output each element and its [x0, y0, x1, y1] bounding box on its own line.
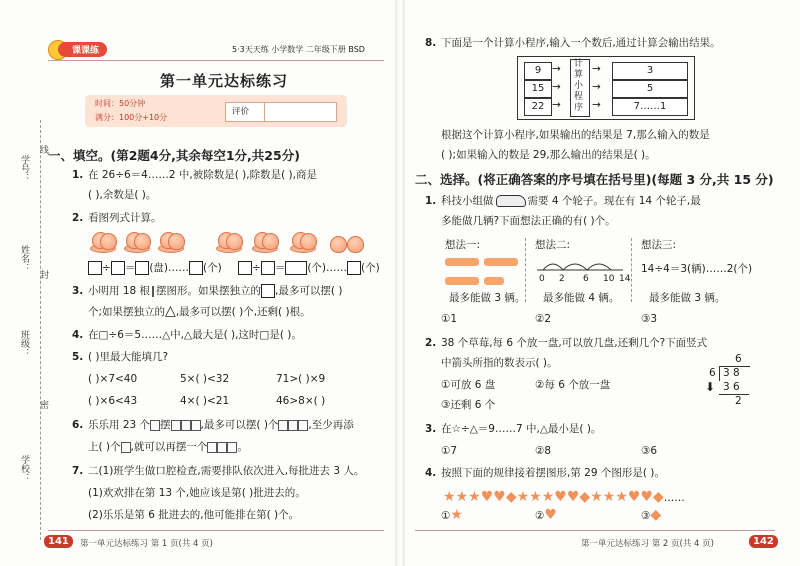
q2-number: 2.: [72, 212, 84, 224]
s1-option-2[interactable]: ②2: [535, 313, 552, 325]
s2-option-1[interactable]: ①可放 6 盘: [441, 379, 496, 391]
evaluation-box[interactable]: [225, 102, 337, 122]
q2-text: 看图列式计算。: [88, 212, 162, 224]
s1-number: 1.: [425, 195, 437, 207]
binder-seal-char: 封: [38, 270, 48, 279]
page-number-right: 142: [749, 535, 778, 548]
q3-number: 3.: [72, 285, 84, 297]
time-label: 时间：50分钟: [95, 99, 146, 108]
right-page: [405, 0, 800, 566]
s4-option-3[interactable]: ③◆: [641, 507, 662, 523]
s1-option-3[interactable]: ③3: [641, 313, 658, 325]
input-1: 9: [524, 62, 552, 80]
output-1: 3: [612, 62, 688, 80]
q1-text-2: ( ),余数是( )。: [88, 189, 157, 201]
method-2-answer: 最多能做 4 辆。: [543, 292, 620, 304]
cube-icon: [150, 420, 160, 431]
q7-number: 7.: [72, 465, 84, 477]
method-1-answer: 最多能做 3 辆。: [449, 292, 526, 304]
q8-text: 下面是一个计算小程序,输入一个数后,通过计算会输出结果。: [441, 37, 721, 49]
footer-left: 第一单元达标练习 第 1 页(共 4 页): [80, 539, 213, 549]
star-icon: ★: [450, 507, 463, 523]
q5-number: 5.: [72, 351, 84, 363]
info-box: [85, 95, 347, 127]
input-2: 15: [524, 80, 552, 98]
triangle-icon: △: [165, 303, 176, 319]
program-box: 计 算 小 程 序: [570, 59, 590, 117]
header-badge: 课课练: [58, 42, 107, 57]
method-2-label: 想法二:: [535, 239, 571, 251]
q7-text: 二(1)班学生做口腔检查,需要排队依次进入,每批进去 3 人。: [88, 465, 365, 477]
s3-number: 3.: [425, 423, 437, 435]
page-gutter: [395, 0, 405, 566]
q2-equation-1: ÷ ＝ (盘)…… (个): [88, 261, 222, 275]
program-diagram: 9 15 22 → → → 计 算 小 程 序 → → → 3 5 7……1: [517, 56, 695, 120]
s4-option-1[interactable]: ①★: [441, 507, 463, 523]
q7-sub-2: (2)乐乐是第 6 批进去的,他可能排在第( )个。: [88, 509, 300, 521]
vertical-division: 6 6 3 8 3 6 2 ⬇: [705, 352, 751, 408]
method-3-equation: 14÷4＝3(辆)……2(个): [641, 263, 753, 275]
section-2-heading: 二、选择。(将正确答案的序号填在括号里)(每题 3 分,共 15 分): [415, 172, 774, 187]
s1-option-1[interactable]: ①1: [441, 313, 458, 325]
peach-plates-illustration: [90, 232, 380, 254]
q2-equation-2: ÷ ＝ (个)…… (个): [238, 261, 380, 275]
q5-item-5: 4×( )<21: [180, 395, 230, 407]
s3-option-2[interactable]: ②8: [535, 445, 552, 457]
page-number-left: 141: [44, 535, 73, 548]
heart-icon: ♥: [544, 507, 557, 523]
s4-number: 4.: [425, 467, 437, 479]
s2-option-3[interactable]: ③还剩 6 个: [441, 399, 496, 411]
q5-item-4: ( )×6<43: [88, 395, 138, 407]
output-2: 5: [612, 80, 688, 98]
input-3: 22: [524, 98, 552, 116]
square-icon: [261, 284, 275, 298]
page-title: 第一单元达标练习: [160, 72, 289, 90]
q5-item-1: ( )×7<40: [88, 373, 138, 385]
q6-text-2: 上( )个 ,就可以再摆一个 。: [88, 441, 248, 453]
pattern-sequence: ★★★♥♥◆★★★♥♥◆★★★♥♥◆……: [443, 489, 685, 505]
q1-number: 1.: [72, 169, 84, 181]
header-divider: [48, 60, 384, 61]
q6-text: 乐乐用 23 个 摆 ,最多可以摆( )个 ,至少再添: [88, 419, 354, 431]
q8-text-3: ( );如果输入的数是 29,那么输出的结果是( )。: [441, 149, 656, 161]
q4-number: 4.: [72, 329, 84, 341]
q7-sub-1: (1)欢欢排在第 13 个,她应该是第( )批进去的。: [88, 487, 306, 499]
output-3: 7……1: [612, 98, 688, 116]
s2-text-2: 中箭头所指的数表示( )。: [441, 357, 558, 369]
s3-option-1[interactable]: ①7: [441, 445, 458, 457]
method-1-label: 想法一:: [445, 239, 481, 251]
diamond-icon: ◆: [650, 507, 662, 523]
s1-text: 科技小组做 需要 4 个轮子。现在有 14 个轮子,最: [441, 195, 701, 207]
q1-text: 在 26÷6＝4……2 中,被除数是( ),除数是( ),商是: [88, 169, 317, 181]
binding-line: [40, 120, 41, 540]
score-label: 满分：100分+10分: [95, 113, 168, 122]
binder-school: 学校：: [19, 455, 29, 482]
s2-number: 2.: [425, 337, 437, 349]
method-3-answer: 最多能做 3 辆。: [649, 292, 726, 304]
axis-6: 6: [583, 274, 589, 284]
eval-label: 评价: [232, 107, 250, 117]
binder-secret-char: 密: [38, 400, 48, 409]
s2-option-2[interactable]: ②每 6 个放一盘: [535, 379, 611, 391]
q5-item-3: 71>( )×9: [276, 373, 326, 385]
q3-text: 小明用 18 根 摆图形。如果摆独立的 ,最多可以摆( ): [88, 285, 343, 297]
method-3-label: 想法三:: [641, 239, 677, 251]
s2-text: 38 个草莓,每 6 个放一盘,可以放几盘,还剩几个?下面竖式: [441, 337, 708, 349]
q5-item-2: 5×( )<32: [180, 373, 230, 385]
s3-text: 在☆÷△＝9……7 中,△最小是( )。: [441, 423, 602, 435]
header-info: 5·3天天练 小学数学 二年级下册 BSD: [232, 45, 365, 54]
s3-option-3[interactable]: ③6: [641, 445, 658, 457]
axis-10: 10: [603, 274, 615, 284]
binder-student-id: 学号：: [19, 155, 29, 182]
stick-icon: [152, 286, 154, 297]
q6-number: 6.: [72, 419, 84, 431]
axis-2: 2: [559, 274, 565, 284]
axis-0: 0: [539, 274, 545, 284]
q8-text-2: 根据这个计算小程序,如果输出的结果是 7,那么输入的数是: [441, 129, 710, 141]
toy-car-icon: [496, 195, 526, 207]
section-1-heading: 一、填空。(第2题4分,其余每空1分,共25分): [48, 148, 300, 163]
axis-14: 14: [619, 274, 631, 284]
s4-option-2[interactable]: ②♥: [535, 507, 557, 523]
q4-text: 在□÷6＝5……△中,△最大是( ),这时□是( )。: [88, 329, 302, 341]
s4-text: 按照下面的规律接着摆图形,第 29 个图形是( )。: [441, 467, 665, 479]
s1-text-2: 多能做几辆?下面想法正确的有( )个。: [441, 215, 616, 227]
binder-line-char: 线: [38, 145, 48, 154]
q5-item-6: 46>8×( ): [276, 395, 326, 407]
q5-text: ( )里最大能填几?: [88, 351, 169, 363]
left-page: [0, 0, 395, 566]
q3-text-2: 个;如果摆独立的△,最多可以摆( )个,还剩( )根。: [88, 303, 311, 319]
binder-class: 班级：: [19, 330, 29, 357]
q8-number: 8.: [425, 37, 437, 49]
binder-name: 姓名：: [19, 245, 29, 272]
footer-right: 第一单元达标练习 第 2 页(共 4 页): [581, 539, 714, 549]
arrow-icon: ⬇: [705, 380, 716, 394]
